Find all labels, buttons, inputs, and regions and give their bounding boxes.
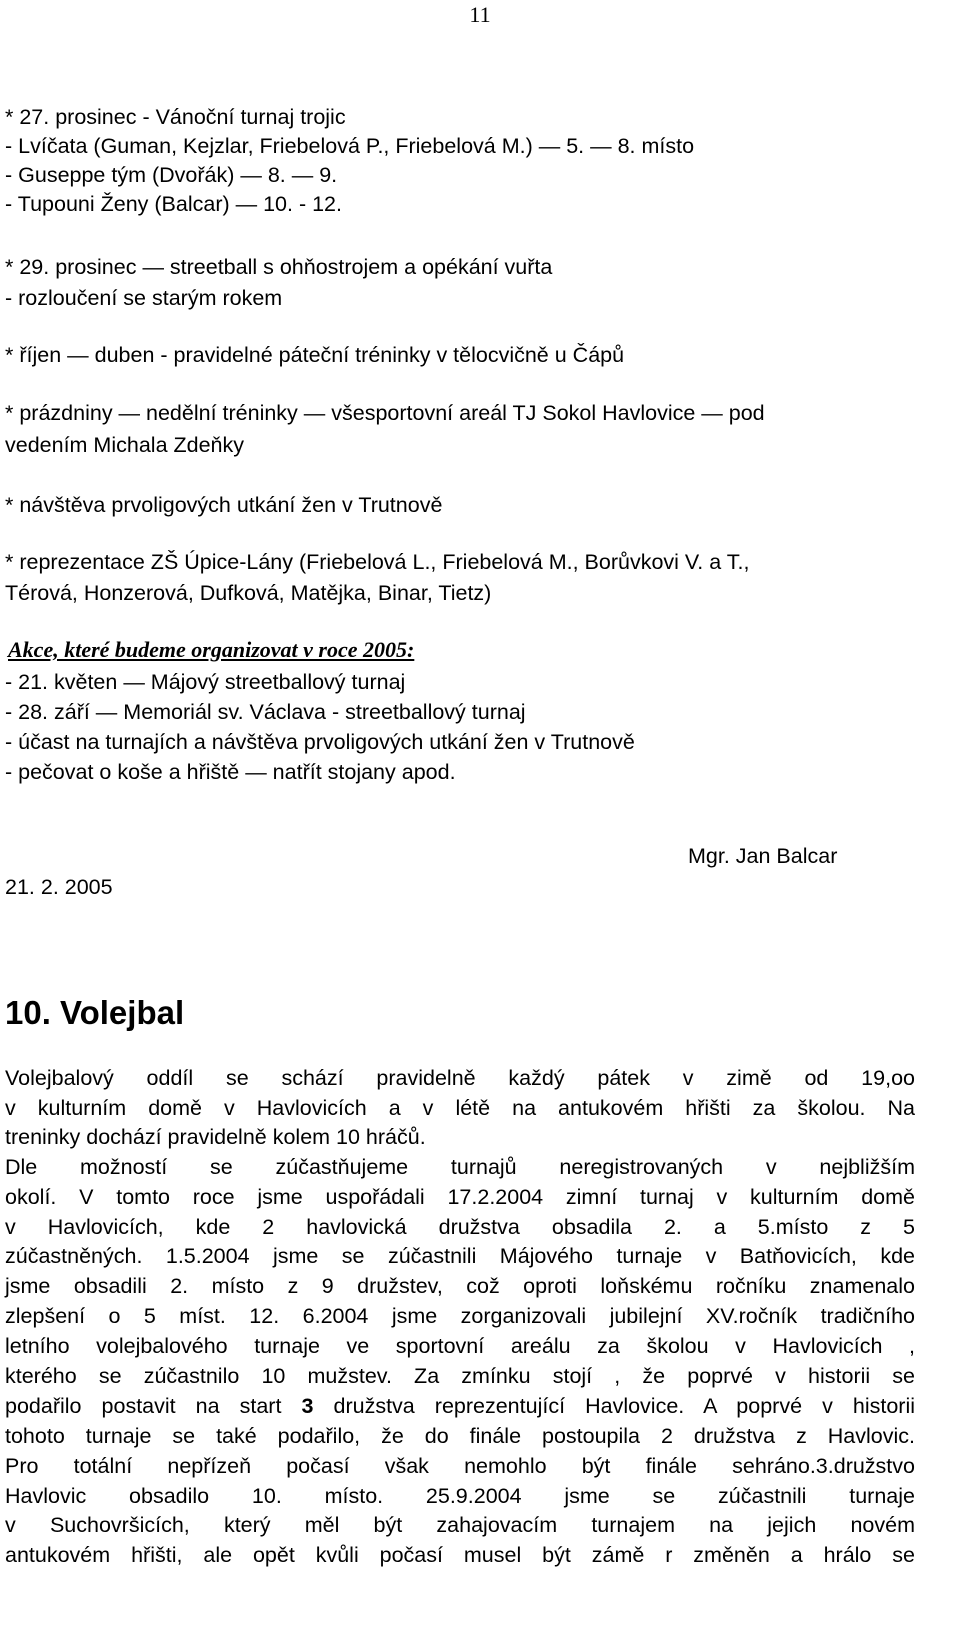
list-item: * návštěva prvoligových utkání žen v Trutnově [5, 493, 443, 517]
list-item: * prázdniny — nedělní tréninky — všesportovní areál TJ Sokol Havlovice — pod [5, 401, 765, 425]
list-item: vedením Michala Zdeňky [5, 433, 244, 457]
text-line: v Havlovicích, kde 2 havlovická družstva obsadila 2. a 5.místo z 5 [5, 1215, 915, 1239]
text-line: zlepšení o 5 míst. 12. 6.2004 jsme zorganizovali jubilejní XV.ročník tradičního [5, 1304, 915, 1328]
text-line: antukovém hřišti, ale opět kvůli počasí musel být zámě r změněn a hrálo se [5, 1543, 915, 1567]
list-item: - Lvíčata (Guman, Kejzlar, Friebelová P., Friebelová M.) — 5. — 8. místo [5, 134, 695, 158]
text-line: letního volejbalového turnaje ve sportovní areálu za školou v Havlovicích , [5, 1334, 915, 1358]
list-item: Térová, Honzerová, Dufková, Matějka, Binar, Tietz) [5, 581, 492, 605]
list-item: - účast na turnajích a návštěva prvoligových utkání žen v Trutnově [5, 730, 635, 754]
author-signature: Mgr. Jan Balcar [688, 844, 838, 868]
list-item: - rozloučení se starým rokem [5, 286, 283, 310]
list-item: * 29. prosinec — streetball s ohňostrojem a opékání vuřta [5, 255, 553, 279]
list-item: - 21. květen — Májový streetballový turnaj [5, 670, 406, 694]
text-line: zúčastněných. 1.5.2004 jsme se zúčastnili Májového turnaje v Batňovicích, kde [5, 1244, 915, 1268]
text-line: Dle možností se zúčastňujeme turnajů neregistrovaných v nejbližším [5, 1155, 915, 1179]
list-item: - 28. září — Memoriál sv. Václava - streetballový turnaj [5, 700, 526, 724]
list-item: * říjen — duben - pravidelné páteční tréninky v tělocvičně u Čápů [5, 343, 625, 367]
text-line: treninky dochází pravidelně kolem 10 hráčů. [5, 1125, 426, 1149]
text-line: Havlovic obsadilo 10. místo. 25.9.2004 jsme se zúčastnili turnaje [5, 1484, 915, 1508]
text-line: jsme obsadili 2. místo z 9 družstev, což oproti loňskému ročníku znamenalo [5, 1274, 915, 1298]
text-line: podařilo postavit na start 3 družstva reprezentující Havlovice. A poprvé v historii [5, 1394, 915, 1418]
document-date: 21. 2. 2005 [5, 875, 113, 899]
text-line: v Suchovršicích, který měl být zahajovacím turnajem na jejich novém [5, 1513, 915, 1537]
section-title: 10. Volejbal [5, 994, 185, 1031]
text-line: kterého se zúčastnilo 10 mužstev. Za zmínku stojí , že poprvé v historii se [5, 1364, 915, 1388]
text-line: okolí. V tomto roce jsme uspořádali 17.2.2004 zimní turnaj v kulturním domě [5, 1185, 915, 1209]
text-line: Volejbalový oddíl se schází pravidelně každý pátek v zimě od 19,oo [5, 1066, 915, 1090]
text-line: Pro totální nepřízeň počasí však nemohlo být finále sehráno.3.družstvo [5, 1454, 915, 1478]
text-line: tohoto turnaje se také podařilo, že do finále postoupila 2 družstva z Havlovic. [5, 1424, 915, 1448]
text-line: v kulturním domě v Havlovicích a v létě na antukovém hřišti za školou. Na [5, 1096, 915, 1120]
list-item: - pečovat o koše a hřiště — natřít stojany apod. [5, 760, 456, 784]
list-item: - Guseppe tým (Dvořák) — 8. — 9. [5, 163, 338, 187]
list-item: * reprezentace ZŠ Úpice-Lány (Friebelová L., Friebelová M., Borůvkovi V. a T., [5, 550, 750, 574]
page-number: 11 [469, 2, 491, 27]
plans-heading: Akce, které budeme organizovat v roce 2005: [8, 637, 415, 662]
list-item: - Tupouni Ženy (Balcar) — 10. - 12. [5, 192, 342, 216]
list-item: * 27. prosinec - Vánoční turnaj trojic [5, 105, 346, 129]
